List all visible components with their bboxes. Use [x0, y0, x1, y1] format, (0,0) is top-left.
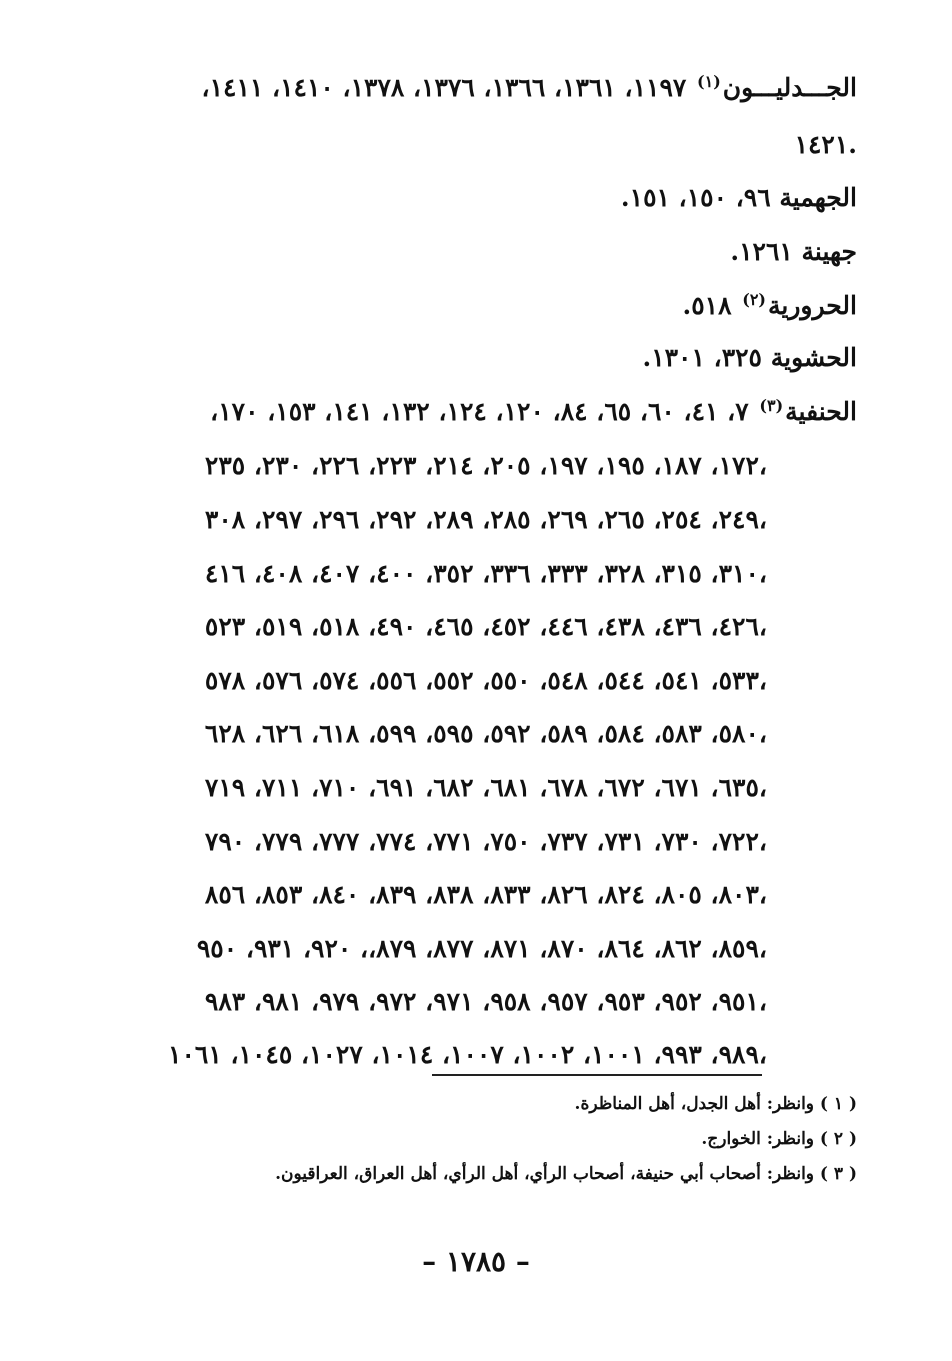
footnote-1: ( ١ ) وانظر: أهل الجدل، أهل المناظرة. [574, 1094, 857, 1114]
entry-term: الحنفية [785, 397, 857, 426]
index-entry-hanafiyya [130, 392, 857, 432]
index-entry-jadaliyyun [130, 68, 857, 108]
index-entry-continuation [130, 929, 767, 969]
index-entry-juhayna [130, 232, 857, 272]
index-entry-jahmiyya [130, 178, 857, 218]
entry-pages: ١٧٢، ١٨٧، ١٩٥، ١٩٧، ٢٠٥، ٢١٤، ٢٢٣، ٢٢٦، ٢٣٠، ٢٣٥، [204, 451, 767, 480]
entry-pages: ٦٣٥، ٦٧١، ٦٧٢، ٦٧٨، ٦٨١، ٦٨٢، ٦٩١، ٧١٠، ٧١١، ٧١٩، [204, 773, 767, 802]
entry-pages: ٣١٠، ٣١٥، ٣٢٨، ٣٣٣، ٣٣٦، ٣٥٢، ٤٠٠، ٤٠٧، ٤٠٨، ٤١٦، [204, 559, 767, 588]
footnote-3: ( ٣ ) وانظر: أصحاب أبي حنيفة، أصحاب الرأي، أهل الرأي، أهل العراق، العراقيون. [275, 1164, 857, 1184]
page-number: – ١٧٨٥ – [422, 1245, 530, 1278]
index-entry-continuation [130, 607, 767, 647]
entry-term: الجهمية [779, 183, 857, 212]
index-entry-continuation [130, 822, 767, 862]
footnote-ref: (٣) [759, 395, 784, 415]
entry-pages: ٢٤٩، ٢٥٤، ٢٦٥، ٢٦٩، ٢٨٥، ٢٨٩، ٢٩٢، ٢٩٦، ٢٩٧، ٣٠٨، [204, 505, 767, 534]
index-entry-continuation [130, 768, 767, 808]
footnote-separator [432, 1074, 762, 1076]
entry-pages: ٥١٨. [682, 291, 732, 320]
index-entry-continuation [130, 1035, 767, 1075]
entry-pages: ١٢٦١. [730, 237, 793, 266]
index-entry-continuation [130, 554, 767, 594]
entry-pages: ٥٣٣، ٥٤١، ٥٤٤، ٥٤٨، ٥٥٠، ٥٥٢، ٥٥٦، ٥٧٤، ٥٧٦، ٥٧٨، [204, 666, 767, 695]
index-entry-continuation [130, 661, 767, 701]
entry-pages: ٩٨٩، ٩٩٣، ١٠٠١، ١٠٠٢، ١٠٠٧، ١٠١٤، ١٠٢٧، ١٠٤٥، ١٠٦١، [168, 1040, 767, 1069]
entry-pages: ٣٢٥، ١٣٠١. [642, 343, 762, 372]
entry-pages: ١١٩٧، ١٣٦١، ١٣٦٦، ١٣٧٦، ١٣٧٨، ١٤١٠، ١٤١١، [201, 73, 687, 102]
index-entry-hashwiyya [130, 338, 857, 378]
entry-pages: ٤٢٦، ٤٣٦، ٤٣٨، ٤٤٦، ٤٥٢، ٤٦٥، ٤٩٠، ٥١٨، ٥١٩، ٥٢٣، [204, 612, 767, 641]
index-entry-continuation [130, 875, 767, 915]
entry-pages: ٥٨٠، ٥٨٣، ٥٨٤، ٥٨٩، ٥٩٢، ٥٩٥، ٥٩٩، ٦١٨، ٦٢٦، ٦٢٨، [204, 719, 767, 748]
index-entry-continuation [130, 500, 767, 540]
entry-pages: ٩٦، ١٥٠، ١٥١. [620, 183, 771, 212]
footnote-ref: (١) [697, 71, 721, 91]
entry-pages: ٧٢٢، ٧٣٠، ٧٣١، ٧٣٧، ٧٥٠، ٧٧١، ٧٧٤، ٧٧٧، ٧٧٩، ٧٩٠، [204, 827, 767, 856]
entry-term: الحرورية [767, 291, 857, 320]
entry-pages: ٨٥٩، ٨٦٢، ٨٦٤، ٨٧٠، ٨٧١، ٨٧٧، ٨٧٩،، ٩٢٠، ٩٣١، ٩٥٠، [196, 934, 767, 963]
entry-pages: ١٤٢١. [794, 130, 857, 159]
index-entry-continuation [130, 714, 767, 754]
footnote-ref: (٢) [742, 289, 766, 309]
entry-term: جهينة [801, 237, 857, 266]
entry-term: الحشوية [770, 343, 857, 372]
index-entry-continuation [130, 982, 767, 1022]
index-entry-continuation [130, 446, 767, 486]
entry-pages: ٨٠٣، ٨٠٥، ٨٢٤، ٨٢٦، ٨٣٣، ٨٣٨، ٨٣٩، ٨٤٠، ٨٥٣، ٨٥٦، [204, 880, 767, 909]
index-entry-haruriyya [130, 286, 857, 326]
entry-pages: ٧، ٤١، ٦٠، ٦٥، ٨٤، ١٢٠، ١٢٤، ١٣٢، ١٤١، ١٥٣، ١٧٠، [210, 397, 749, 426]
footnote-2: ( ٢ ) وانظر: الخوارج. [701, 1129, 857, 1149]
entry-term: الجـــدليـــون [722, 73, 857, 102]
entry-pages: ٩٥١، ٩٥٢، ٩٥٣، ٩٥٧، ٩٥٨، ٩٧١، ٩٧٢، ٩٧٩، ٩٨١، ٩٨٣، [204, 987, 767, 1016]
index-entry-continuation [130, 125, 857, 165]
